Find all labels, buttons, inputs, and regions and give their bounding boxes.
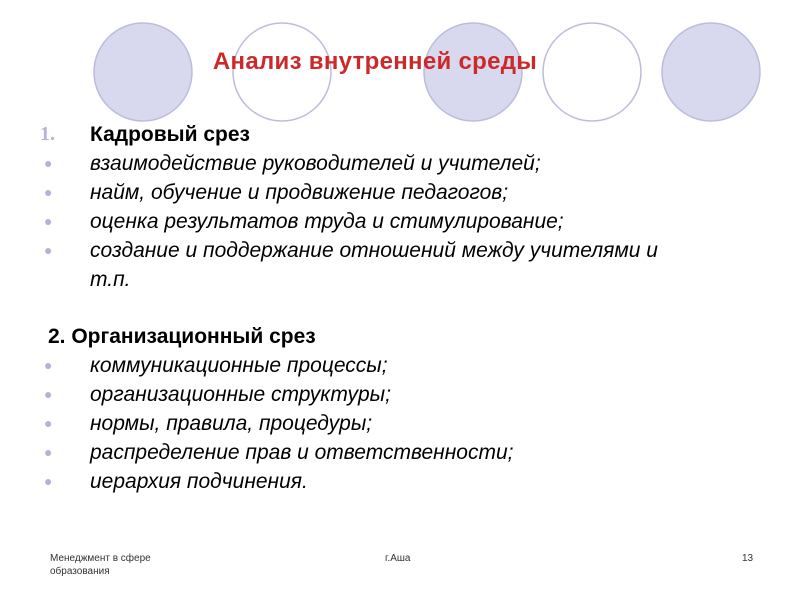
list-item xyxy=(40,380,760,409)
section-1-number: 1. xyxy=(40,123,55,145)
list-item-text: организационные структуры; xyxy=(90,383,391,406)
bullet-icon: ● xyxy=(44,386,53,402)
bullet-icon: ● xyxy=(44,415,53,431)
bullet-icon: ● xyxy=(44,155,53,171)
list-item xyxy=(40,207,760,236)
section-1-heading-text: Кадровый срез xyxy=(90,123,250,146)
list-item xyxy=(40,409,760,438)
list-item xyxy=(40,467,760,496)
list-item-text: взаимодействие руководителей и учителей; xyxy=(90,152,541,175)
slide-content xyxy=(40,120,760,496)
list-item-text: создание и поддержание отношений между учителями и т.п. xyxy=(90,239,658,291)
list-item xyxy=(40,351,760,380)
bullet-icon: ● xyxy=(44,242,53,258)
list-item-text: найм, обучение и продвижение педагогов; xyxy=(90,181,509,204)
bullet-icon: ● xyxy=(44,444,53,460)
list-item xyxy=(40,178,760,207)
list-item xyxy=(40,438,760,467)
list-item xyxy=(40,149,760,178)
section-1-heading xyxy=(40,120,760,149)
section-2-heading: 2. Организационный срез xyxy=(48,325,316,348)
bullet-icon: ● xyxy=(44,357,53,373)
slide-title: Анализ внутренней среды xyxy=(212,48,538,75)
list-item-text: распределение прав и ответственности; xyxy=(90,441,514,464)
list-item-text: коммуникационные процессы; xyxy=(90,354,388,377)
list-item xyxy=(40,236,690,294)
list-item-text: оценка результатов труда и стимулирование; xyxy=(90,210,564,233)
bullet-icon: ● xyxy=(44,213,53,229)
bullet-icon: ● xyxy=(44,184,53,200)
footer-location: г.Аша xyxy=(385,553,411,564)
footer-page-number: 13 xyxy=(742,553,754,564)
footer-course-name: Менеджмент в сфере образования xyxy=(50,553,151,577)
list-item-text: нормы, правила, процедуры; xyxy=(90,412,373,435)
section-spacer xyxy=(40,294,760,322)
list-item-text: иерархия подчинения. xyxy=(90,470,308,493)
bullet-icon: ● xyxy=(44,473,53,489)
